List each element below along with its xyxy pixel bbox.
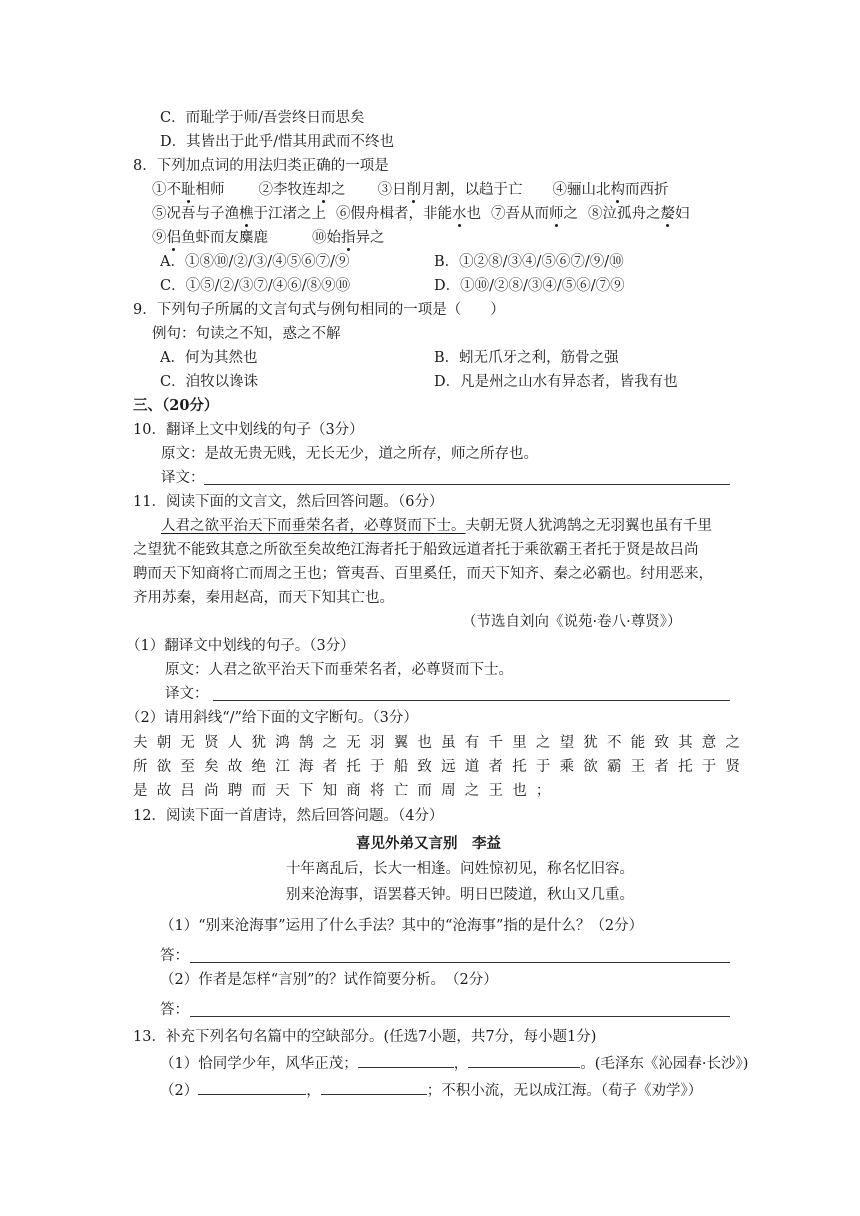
section-3-heading: 三、（20分） bbox=[133, 397, 219, 414]
q8-option-c: C．①⑤/②/③⑦/④⑥/⑧⑨⑩ bbox=[160, 278, 351, 294]
q8-item-1: ①不耻相师 bbox=[152, 182, 225, 198]
q11-sub1-stem: （1）翻译文中划线的句子。（3分） bbox=[126, 638, 355, 654]
q11-passage-line-3: 聘而天下知商将亡而周之王也；管夷吾、百里奚任，而天下知齐、秦之必霸也。纣用恶来， bbox=[133, 566, 713, 582]
q7-option-c: C．而耻学于师/吾尝终日而思矣 bbox=[160, 110, 365, 126]
q8-option-d: D．①⑩/②⑧/③④/⑤⑥/⑦⑨ bbox=[434, 278, 625, 294]
q11-passage-line-2: 之望犹不能致其意之所欲至矣故绝江海者托于船致远道者托于乘欲霸王者托于贤是故吕尚 bbox=[133, 542, 699, 558]
q12-poem-line-1: 十年离乱后，长大一相逢。问姓惊初见，称名忆旧容。 bbox=[286, 861, 634, 877]
q8-option-b: B．①②⑧/③④/⑤⑥⑦/⑨/⑩ bbox=[434, 254, 624, 270]
q12-sub1-answer-line[interactable] bbox=[190, 962, 730, 963]
q13-item-2: （2） ， ；不积小流，无以成江海。（荀子《劝学》） bbox=[160, 1080, 702, 1101]
q12-sub2-answer-label: 答： bbox=[160, 1002, 189, 1018]
q7-option-d: D．其皆出于此乎/惜其用武而不终也 bbox=[160, 134, 395, 150]
q8-item-8: ⑧泣孤舟之嫠妇 bbox=[588, 206, 690, 222]
q9-option-b: B．蚓无爪牙之利，筋骨之强 bbox=[434, 350, 619, 366]
q8-item-3: ③日削月割，以趋于亡 bbox=[377, 182, 523, 198]
q12-poem-line-2: 别来沧海事，语罢暮天钟。明日巴陵道，秋山又几重。 bbox=[286, 887, 634, 903]
q11-sub2-line-3: 是故吕尚聘而天下知商将亡而周之王也； bbox=[133, 783, 560, 799]
q12-sub2-answer-line[interactable] bbox=[190, 1016, 730, 1017]
q8-items-row-3 bbox=[152, 228, 385, 248]
q8-item-9: ⑨侣鱼虾而友麋鹿 bbox=[152, 230, 268, 246]
q8-option-a: A．①⑧⑩/②/③/④⑤⑥⑦/⑨ bbox=[160, 254, 350, 270]
q11-source: （节选自刘向《说苑·卷八·尊贤》） bbox=[462, 614, 682, 630]
q9-example: 例句：句读之不知，惑之不解 bbox=[152, 326, 341, 342]
q11-sub2-line-2: 所欲至矣故绝江海者托于船致远道者托于乘欲霸王者托于贤 bbox=[133, 759, 750, 775]
q11-sub1-original: 原文：人君之欲平治天下而垂荣名者，必尊贤而下士。 bbox=[165, 662, 513, 678]
q11-sub1-translation-label: 译文： bbox=[165, 686, 209, 702]
q8-item-7: ⑦吾从而师之 bbox=[491, 206, 578, 222]
q8-item-10: ⑩始指异之 bbox=[312, 230, 385, 246]
q10-original: 原文：是故无贵无贱，无长无少，道之所存，师之所存也。 bbox=[161, 446, 538, 462]
q8-item-6: ⑥假舟楫者，非能水也 bbox=[336, 206, 481, 222]
q13-item2-blank-1[interactable] bbox=[198, 1080, 306, 1095]
q11-sub1-answer-line[interactable] bbox=[213, 700, 730, 701]
q8-item-5: ⑤况吾与子渔樵于江渚之上 bbox=[152, 206, 326, 222]
q12-stem: 12．阅读下面一首唐诗，然后回答问题。（4分） bbox=[133, 808, 444, 824]
q11-sub2-stem: （2）请用斜线“/”给下面的文字断句。（3分） bbox=[126, 710, 418, 726]
q8-stem: 8．下列加点词的用法归类正确的一项是 bbox=[133, 158, 389, 174]
q9-option-a: A．何为其然也 bbox=[160, 350, 258, 366]
q9-stem: 9．下列句子所属的文言句式与例句相同的一项是（ ） bbox=[133, 302, 505, 318]
q11-passage-line-1: 人君之欲平治天下而垂荣名者，必尊贤而下士。夫朝无贤人犹鸿鹄之无羽翼也虽有千里 bbox=[161, 518, 712, 534]
q11-sub2-line-1: 夫朝无贤人犹鸿鹄之无羽翼也虽有千里之望犹不能致其意之 bbox=[133, 735, 750, 751]
q9-option-c: C．洎牧以谗诛 bbox=[160, 374, 259, 390]
q11-passage-line-4: 齐用苏秦，秦用赵高，而天下知其亡也。 bbox=[133, 590, 394, 606]
q12-sub1: （1）“别来沧海事”运用了什么手法？其中的“沧海事”指的是什么？（2分） bbox=[160, 918, 644, 934]
q12-poem-title: 喜见外弟又言别 李益 bbox=[356, 835, 501, 852]
q9-option-d: D．凡是州之山水有异态者，皆我有也 bbox=[434, 374, 678, 390]
q10-stem: 10．翻译上文中划线的句子（3分） bbox=[133, 422, 364, 438]
q12-sub1-answer-label: 答： bbox=[160, 948, 189, 964]
q11-passage-underlined: 人君之欲平治天下而垂荣名者，必尊贤而下士。 bbox=[161, 518, 466, 534]
q13-item-1: （1）恰同学少年，风华正茂； ， 。(毛泽东《沁园春·长沙》) bbox=[160, 1053, 748, 1074]
q13-item2-blank-2[interactable] bbox=[321, 1080, 427, 1095]
q8-items-row-2 bbox=[152, 204, 690, 224]
q13-stem: 13．补充下列名句名篇中的空缺部分。(任选7小题，共7分，每小题1分) bbox=[133, 1029, 597, 1045]
q8-item-4: ④骊山北构而西折 bbox=[552, 182, 669, 198]
q13-item1-blank-2[interactable] bbox=[468, 1053, 580, 1068]
q8-items-row-1 bbox=[152, 180, 669, 200]
q10-answer-line[interactable] bbox=[204, 484, 730, 485]
q10-translation-label: 译文： bbox=[161, 470, 205, 486]
q13-item1-blank-1[interactable] bbox=[358, 1053, 454, 1068]
q8-item-2: ②李牧连却之 bbox=[258, 182, 346, 198]
q12-sub2: （2）作者是怎样“言别”的？试作简要分析。 （2分） bbox=[160, 972, 498, 988]
q11-stem: 11．阅读下面的文言文，然后回答问题。（6分） bbox=[133, 494, 444, 510]
